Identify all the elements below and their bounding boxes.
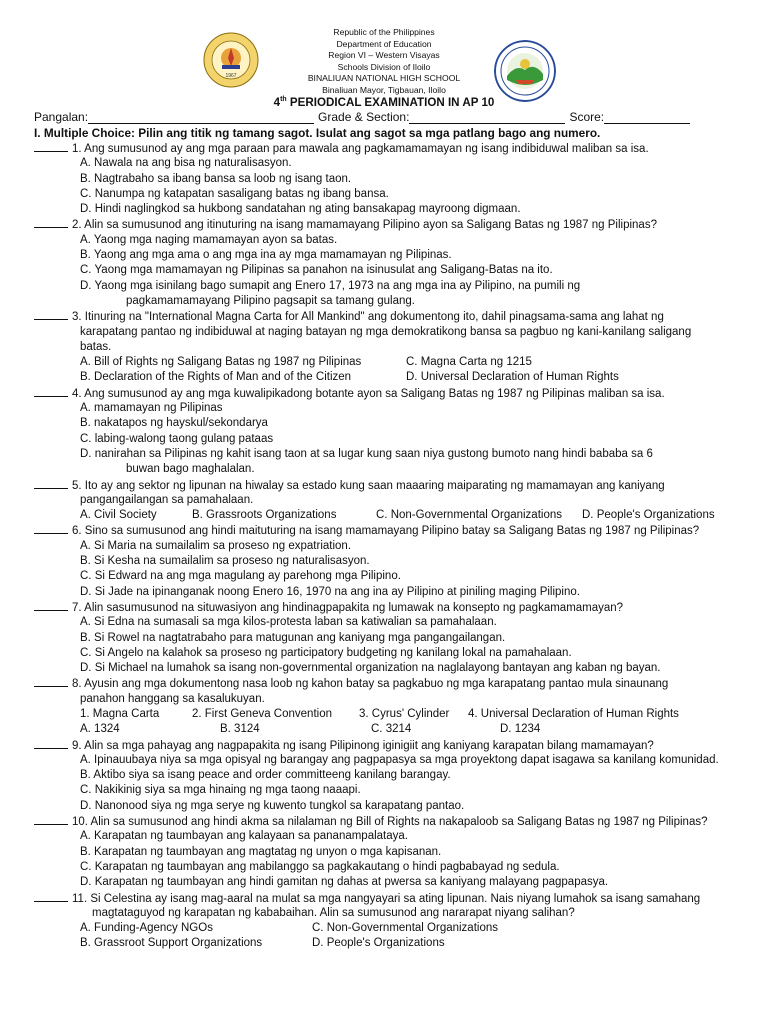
option-row bbox=[34, 370, 754, 385]
question-9: 9. Alin sa mga pahayag ang nagpapakita ng isang Pilipinong iginigiit ang kaniyang karapatan bilang mamamayan? A. Ipinauubaya niya sa mga opisyal ng barangay ang pagpapasya sa mga proyektong dapat isagawa sa kanilang komunidad. B. Aktibo siya sa isang peace and order committeeng kanilang barangay. C. Nakikinig siya sa mga hinaing ng mga taong naaapi. D. Nanonood siya ng mga serye ng kuwento tungkol sa karapatang pantao. bbox=[34, 738, 754, 814]
option-d-continued: buwan bago maghalalan. bbox=[126, 463, 255, 476]
option-b: B. 3124 bbox=[220, 723, 260, 736]
option-a: A. Civil Society bbox=[80, 509, 157, 522]
question-text: Ayusin ang mga dokumentong nasa loob ng kahon batay sa pagkabuo ng mga karapatang pantao mula sinaunang bbox=[81, 678, 669, 691]
seal-year: 1967 bbox=[225, 73, 237, 79]
option-d: D. Universal Declaration of Human Rights bbox=[406, 371, 619, 384]
option-row bbox=[34, 508, 754, 523]
grade-section-field[interactable] bbox=[409, 112, 565, 124]
header-line-4: Schools Division of Iloilo bbox=[337, 61, 431, 72]
option-c: C. Non-Governmental Organizations bbox=[376, 509, 562, 522]
option-c: C. Non-Governmental Organizations bbox=[312, 922, 498, 935]
question-text-continued: panahon hanggang sa kasalukuyan. bbox=[80, 692, 265, 705]
option-b: B. Yaong ang mga ama o ang mga ina ay mga mamamayan ng Pilipinas. bbox=[80, 249, 452, 262]
option-a: A. Karapatan ng taumbayan ang kalayaan sa pananampalataya. bbox=[80, 830, 408, 843]
option-a: A. Si Edna na sumasali sa mga kilos-protesta laban sa katiwalian sa pamahalaan. bbox=[80, 616, 497, 629]
question-6: 6. Sino sa sumusunod ang hindi maituturing na isang mamamayang Pilipino batay sa Saligang Batas ng 1987 ng Pilipinas? A. Si Maria na sumailalim sa proseso ng expatriation. B. Si Kesha na sumailalim sa proseso ng naturalisasyon. C. Si Edward na ang mga magulang ay parehong mga Pilipino. D. Si Jade na ipinanganak noong Enero 16, 1970 na ang ina ay Pilipino at piniling maging Pilipino. bbox=[34, 523, 754, 599]
question-8: 8. Ayusin ang mga dokumentong nasa loob ng kahon batay sa pagkabuo ng mga karapatang pantao mula sinaunang panahon hanggang sa kasalukuyan. 1. Magna Carta 2. First Geneva Convention 3. Cyrus' Cylinder 4. Universal Declaration of Human Rights A. 1324 B. 3124 C. 3214 D. 1234 bbox=[34, 676, 754, 737]
header-line-5: BINALIUAN NATIONAL HIGH SCHOOL bbox=[307, 73, 461, 84]
option-a: A. Yaong mga naging mamamayan ayon sa batas. bbox=[80, 233, 338, 246]
question-text: Alin sasumusunod na situwasiyon ang hindinagpapakita ng lumawak na konsepto ng pagkamamamayan? bbox=[81, 601, 624, 614]
question-10: 10. Alin sa sumusunod ang hindi akma sa nilalaman ng Bill of Rights na nakapaloob sa Saligang Batas ng 1987 ng Pilipinas? A. Karapatan ng taumbayan ang kalayaan sa pananampalataya. B. Karapatan ng taumbayan ang magtatag ng unyon o mga kapisanan. C. Karapatan ng taumbayan ang mabilanggo sa pagkakautang o hindi pagbabayad ng sedula. D. Karapatan ng taumbayan ang hindi gamitan ng dahas at pwersa sa kaniyang malayang pagpapasya. bbox=[34, 814, 754, 890]
option-a: A. 1324 bbox=[80, 723, 120, 736]
document-item-2: 2. First Geneva Convention bbox=[192, 707, 332, 720]
option-c: C. 3214 bbox=[371, 723, 412, 736]
option-b: B. Grassroots Organizations bbox=[192, 509, 337, 522]
question-1: 1. Ang sumusunod ay ang mga paraan para mawala ang pagkamamamayan ng isang indibiduwal maliban sa isa. A. Nawala na ang bisa ng naturalisasyon. B. Nagtrabaho sa ibang bansa sa loob ng isang taon. C. Nanumpa ng katapatan sasaligang batas ng ibang bansa. D. Hindi naglingkod sa hukbong sandatahan ng ating bansakapag mayroong digmaan. bbox=[34, 141, 754, 217]
option-b: B. Karapatan ng taumbayan ang magtatag ng unyon o mga kapisanan. bbox=[80, 845, 442, 858]
answer-blank[interactable] bbox=[34, 386, 68, 397]
option-c: C. Yaong mga mamamayan ng Pilipinas sa panahon na isinusulat ang Saligang-Batas na ito. bbox=[80, 264, 553, 277]
answer-blank[interactable] bbox=[34, 217, 68, 228]
answer-blank[interactable] bbox=[34, 141, 68, 152]
header-line-3: Region VI – Western Visayas bbox=[328, 50, 440, 61]
option-a: A. Bill of Rights ng Saligang Batas ng 1987 ng Pilipinas bbox=[80, 356, 362, 369]
option-b: B. Grassroot Support Organizations bbox=[80, 937, 263, 950]
exam-title: 4th PERIODICAL EXAMINATION IN AP 10 bbox=[273, 96, 495, 109]
option-b: B. nakatapos ng hayskul/sekondarya bbox=[80, 417, 268, 430]
option-row bbox=[34, 722, 754, 737]
option-b: B. Si Rowel na nagtatrabaho para matugunan ang kaniyang mga pangangailangan. bbox=[80, 631, 506, 644]
answer-blank[interactable] bbox=[34, 309, 68, 320]
header-line-6: Binaliuan Mayor, Tigbauan, Iloilo bbox=[322, 84, 446, 95]
question-text: Ito ay ang sektor ng lipunan na hiwalay sa estado kung saan maaaring maiparating ng mamamayan ang kaniyang bbox=[81, 479, 665, 492]
option-a: A. Funding-Agency NGOs bbox=[80, 922, 213, 935]
score-label: Score: bbox=[569, 110, 605, 124]
question-7: 7. Alin sasumusunod na situwasiyon ang hindinagpapakita ng lumawak na konsepto ng pagkamamamayan? A. Si Edna na sumasali sa mga kilos-protesta laban sa katiwalian sa pamahalaan. B. Si Rowel na nagtatrabaho para matugunan ang kaniyang mga pangangailangan. C. Si Angelo na kalahok sa proseso ng participatory budgeting ng kanilang lokal na pamahalaan. D. Si Michael na lumahok sa isang non-governmental organization na naglalayong bantayan ang kaban ng bayan. bbox=[34, 600, 754, 676]
option-a: A. Nawala na ang bisa ng naturalisasyon. bbox=[80, 157, 292, 170]
option-d: D. People's Organizations bbox=[312, 937, 445, 950]
question-5: 5. Ito ay ang sektor ng lipunan na hiwalay sa estado kung saan maaaring maiparating ng mamamayan ang kaniyang pangangailangan sa pamahalaan. A. Civil Society B. Grassroots Organizations C. Non-Governmental Organizations D. People's Organizations bbox=[34, 478, 754, 524]
option-b: B. Aktibo siya sa isang peace and order committeeng kanilang barangay. bbox=[80, 769, 451, 782]
question-text: Itinuring na "International Magna Carta for All Mankind" ang dokumentong ito, dahil pinagsama-sama ang lahat ng bbox=[81, 311, 664, 324]
question-text-continued: batas. bbox=[80, 340, 112, 353]
option-d: D. Karapatan ng taumbayan ang hindi gamitan ng dahas at pwersa sa kaniyang malayang pagpapasya. bbox=[80, 876, 609, 889]
answer-blank[interactable] bbox=[34, 891, 68, 902]
answer-blank[interactable] bbox=[34, 738, 68, 749]
option-d: D. Si Jade na ipinanganak noong Enero 16, 1970 na ang ina ay Pilipino at piniling maging Pilipino. bbox=[80, 585, 580, 598]
document-list-row bbox=[34, 707, 754, 722]
question-text: Sino sa sumusunod ang hindi maituturing na isang mamamayang Pilipino batay sa Saligang Batas ng 1987 ng Pilipinas? bbox=[81, 525, 700, 538]
question-2: 2. Alin sa sumusunod ang itinuturing na isang mamamayang Pilipino ayon sa Saligang Batas ng 1987 ng Pilipinas? A. Yaong mga naging mamamayan ayon sa batas. B. Yaong ang mga ama o ang mga ina ay mga mamamayan ng Pilipinas. C. Yaong mga mamamayan ng Pilipinas sa panahon na isinusulat ang Saligang-Batas na ito. D. Yaong mga isinilang bago sumapit ang Enero 17, 1973 na ang mga ina ay Pilipino, na pumili ng pagkamamamayang Pilipino pagsapit sa tamang gulang. bbox=[34, 217, 754, 309]
answer-blank[interactable] bbox=[34, 523, 68, 534]
question-11: 11. Si Celestina ay isang mag-aaral na mulat sa mga nangyayari sa ating lipunan. Nais niyang lumahok sa isang samahang magtataguyod ng karapatan ng kababaihan. Alin sa sumusunod ang nararapat niyang salihan? A. Funding-Agency NGOs C. Non-Governmental Organizations B. Grassroot Support Organizations D. People's Organizations bbox=[34, 891, 754, 952]
question-text: Alin sa sumusunod ang hindi akma sa nilalaman ng Bill of Rights na nakapaloob sa Saligang Batas ng 1987 ng Pilipinas? bbox=[88, 816, 708, 829]
option-row bbox=[34, 355, 754, 370]
answer-blank[interactable] bbox=[34, 676, 68, 687]
answer-blank[interactable] bbox=[34, 600, 68, 611]
option-d: D. 1234 bbox=[500, 723, 541, 736]
option-c: C. Si Angelo na kalahok sa proseso ng participatory budgeting ng kanilang lokal na pamahalaan. bbox=[80, 646, 572, 659]
question-3: 3. Itinuring na "International Magna Carta for All Mankind" ang dokumentong ito, dahil pinagsama-sama ang lahat ng karapatang pantao ng indibiduwal at naging batayan ng mga demokratikong bansa sa pagbuo ng kani-kanilang saligang batas. A. Bill of Rights ng Saligang Batas ng 1987 ng Pilipinas C. Magna Carta ng 1215 B. Declaration of the Rights of Man and of the Citizen D. Universal Declaration of Human Rights bbox=[34, 309, 754, 385]
option-c: C. Magna Carta ng 1215 bbox=[406, 356, 532, 369]
question-text: Alin sa mga pahayag ang nagpapakita ng isang Pilipinong iginigiit ang kaniyang karapatan bilang mamamayan? bbox=[81, 739, 654, 752]
option-a: A. Si Maria na sumailalim sa proseso ng expatriation. bbox=[80, 539, 352, 552]
option-d: D. Nanonood siya ng mga serye ng kuwento tungkol sa karapatang pantao. bbox=[80, 799, 465, 812]
option-c: C. Karapatan ng taumbayan ang mabilanggo sa pagkakautang o hindi pagbabayad ng sedula. bbox=[80, 860, 560, 873]
option-row bbox=[34, 936, 754, 951]
question-text-continued: pangangailangan sa pamahalaan. bbox=[80, 493, 254, 506]
question-text-continued: magtataguyod ng karapatan ng kababaihan. Alin sa sumusunod ang nararapat niyang salihan? bbox=[92, 906, 575, 919]
option-d-continued: pagkamamamayang Pilipino pagsapit sa tamang gulang. bbox=[126, 294, 415, 307]
option-c: C. Nakikinig siya sa mga hinaing ng mga taong naaapi. bbox=[80, 784, 361, 797]
option-d: D. People's Organizations bbox=[582, 509, 715, 522]
student-info-line bbox=[34, 110, 744, 124]
grade-section-label: Grade & Section: bbox=[318, 110, 410, 124]
option-d: D. nanirahan sa Pilipinas ng kahit isang taon at sa lugar kung saan niya gustong bumoto nang hindi bababa sa 6 bbox=[80, 447, 653, 460]
answer-blank[interactable] bbox=[34, 814, 68, 825]
option-b: B. Si Kesha na sumailalim sa proseso ng naturalisasyon. bbox=[80, 555, 370, 568]
name-label: Pangalan: bbox=[34, 110, 89, 124]
question-list bbox=[34, 141, 754, 952]
option-c: C. labing-walong taong gulang pataas bbox=[80, 432, 274, 445]
option-d: D. Yaong mga isinilang bago sumapit ang Enero 17, 1973 na ang mga ina ay Pilipino, na pumili ng bbox=[80, 279, 581, 292]
document-item-3: 3. Cyrus' Cylinder bbox=[359, 707, 450, 720]
option-b: B. Nagtrabaho sa ibang bansa sa loob ng isang taon. bbox=[80, 172, 352, 185]
option-b: B. Declaration of the Rights of Man and of the Citizen bbox=[80, 371, 352, 384]
question-text: Ang sumusunod ay ang mga paraan para mawala ang pagkamamamayan ng isang indibiduwal maliban sa isa. bbox=[81, 143, 649, 155]
option-a: A. Ipinauubaya niya sa mga opisyal ng barangay ang pagpapasya sa mga proyektong dapat isagawa sa kanilang komunidad. bbox=[80, 753, 719, 766]
document-item-4: 4. Universal Declaration of Human Rights bbox=[468, 707, 679, 720]
option-c: C. Nanumpa ng katapatan sasaligang batas ng ibang bansa. bbox=[80, 187, 389, 200]
instructions: I. Multiple Choice: Pilin ang titik ng tamang sagot. Isulat ang sagot sa mga patlang bago ang numero. bbox=[34, 126, 601, 140]
option-d: D. Si Michael na lumahok sa isang non-governmental organization na naglalayong bantayan ang kaban ng bayan. bbox=[80, 662, 661, 675]
option-row bbox=[34, 921, 754, 936]
question-4: 4. Ang sumusunod ay ang mga kuwalipikadong botante ayon sa Saligang Batas ng 1987 ng Pilipinas maliban sa isa. A. mamamayan ng Pilipinas B. nakatapos ng hayskul/sekondarya C. labing-walong taong gulang pataas D. nanirahan sa Pilipinas ng kahit isang taon at sa lugar kung saan niya gustong bumoto nang hindi bababa sa 6 buwan bago maghalalan. bbox=[34, 386, 754, 478]
document-header bbox=[0, 27, 768, 97]
header-line-2: Department of Education bbox=[336, 38, 432, 49]
option-d: D. Hindi naglingkod sa hukbong sandatahan ng ating bansakapag mayroong digmaan. bbox=[80, 203, 521, 216]
question-text-continued: karapatang pantao ng indibiduwal at naging batayan ng mga demokratikong bansa sa pagbuo ng kani-kanilang saligang bbox=[80, 325, 692, 338]
name-field[interactable] bbox=[88, 112, 314, 124]
question-text: Si Celestina ay isang mag-aaral na mulat sa mga nangyayari sa ating lipunan. Nais niyang lumahok sa isang samahang bbox=[87, 892, 701, 905]
answer-blank[interactable] bbox=[34, 478, 68, 489]
option-c: C. Si Edward na ang mga magulang ay parehong mga Pilipino. bbox=[80, 570, 401, 583]
question-text: Alin sa sumusunod ang itinuturing na isang mamamayang Pilipino ayon sa Saligang Batas ng 1987 ng Pilipinas? bbox=[81, 219, 657, 232]
question-text: Ang sumusunod ay ang mga kuwalipikadong botante ayon sa Saligang Batas ng 1987 ng Pilipinas maliban sa isa. bbox=[81, 387, 665, 400]
score-field[interactable] bbox=[604, 112, 690, 124]
document-item-1: 1. Magna Carta bbox=[80, 707, 160, 720]
header-line-1: Republic of the Philippines bbox=[333, 27, 435, 37]
option-a: A. mamamayan ng Pilipinas bbox=[80, 402, 223, 415]
